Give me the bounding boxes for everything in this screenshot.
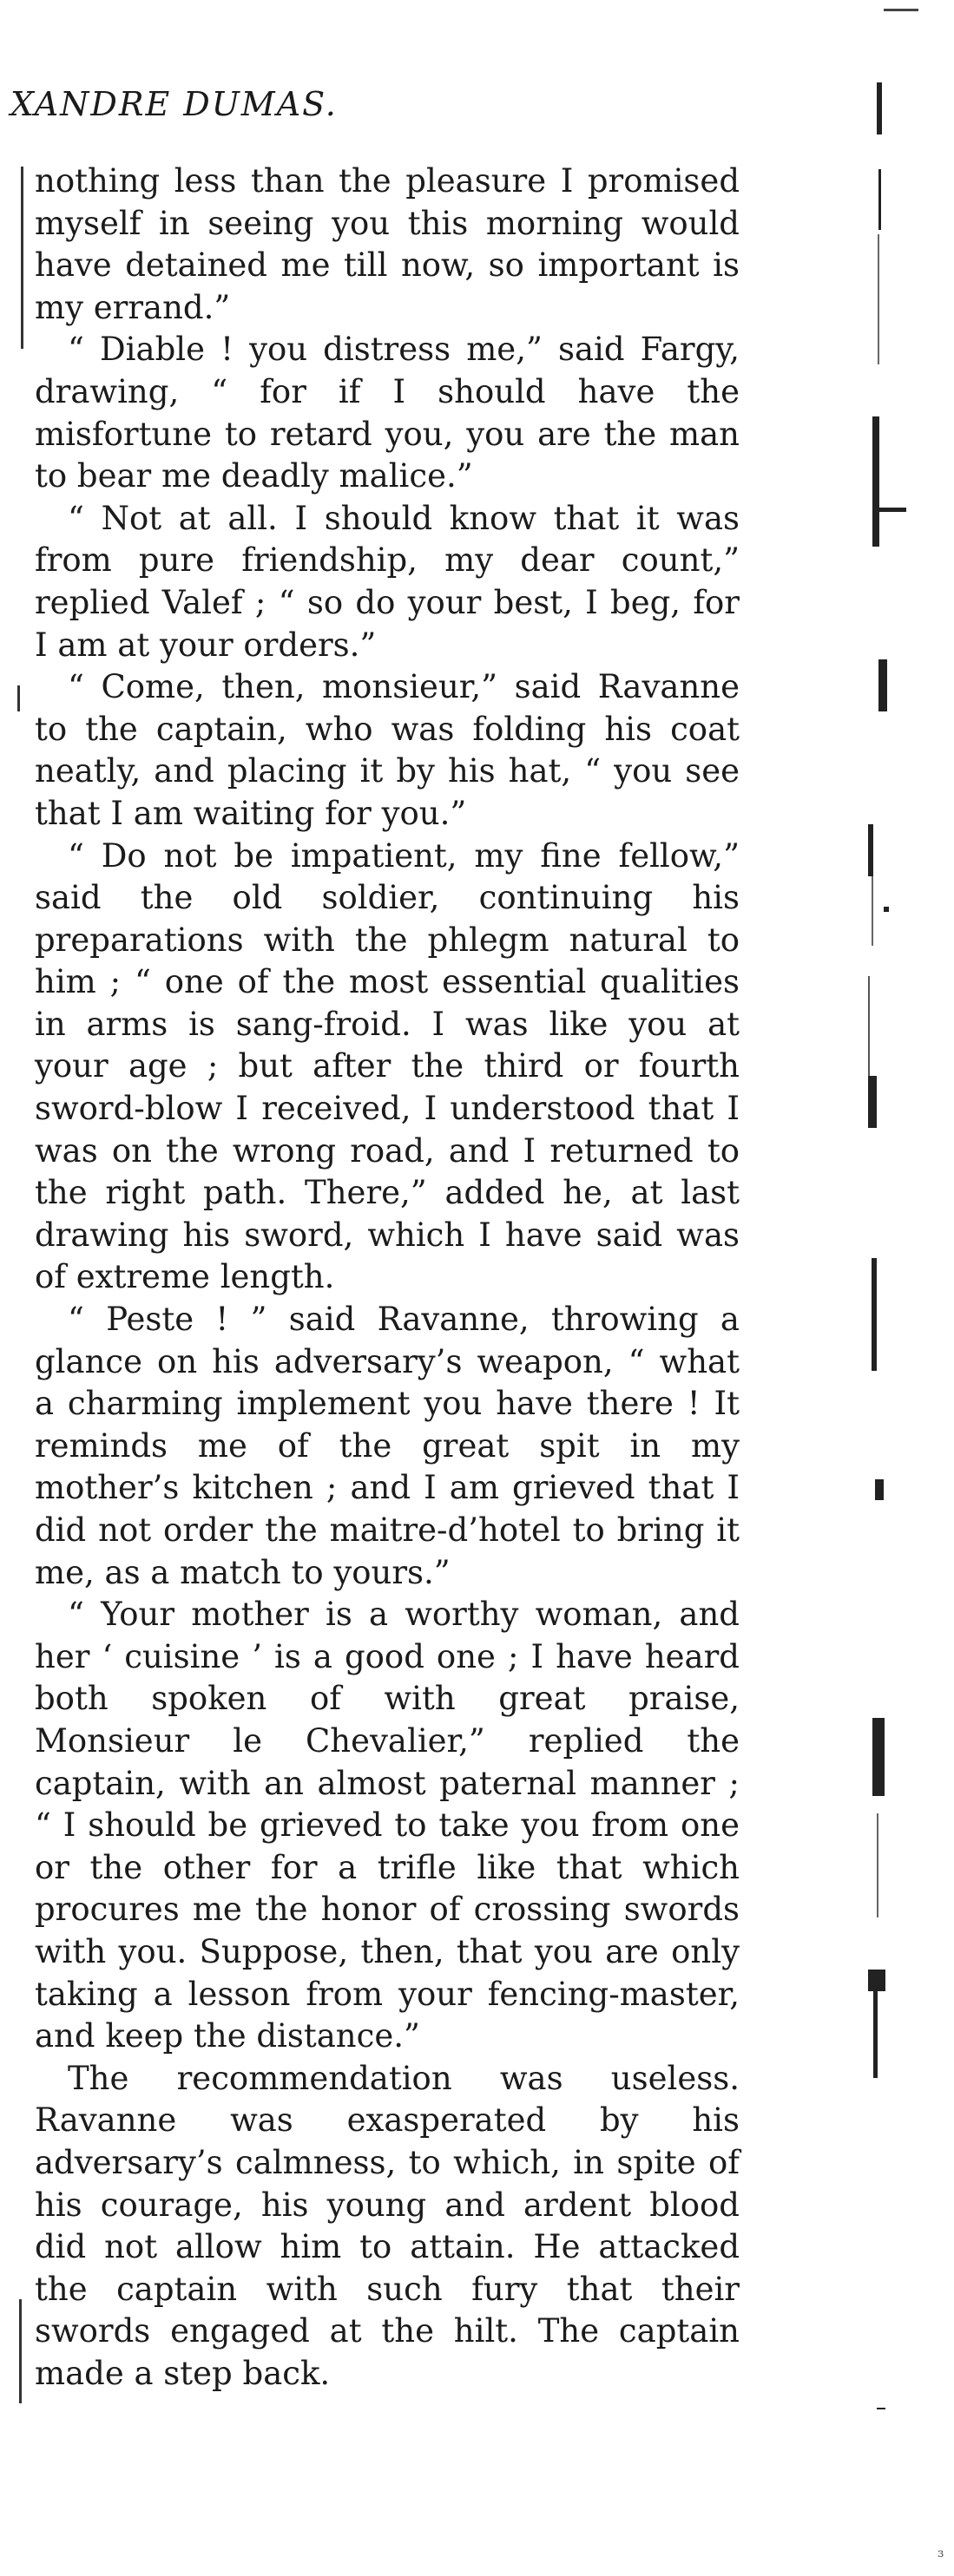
top-edge-mark (884, 9, 918, 11)
binding-mark (875, 1479, 884, 1500)
binding-mark (877, 82, 882, 134)
binding-mark (868, 1076, 877, 1128)
paragraph-1: nothing less than the pleasure I promised myself in seeing you this morning would have detained me till now, so important is my errand.” (35, 162, 740, 326)
binding-mark (877, 2408, 885, 2409)
paragraph-7: “ Your mother is a worthy woman, and her ‘ cuisine ’ is a good one ; I have heard both spoken of with great praise, Monsieur le Chevalier,” replied the captain, with an almost paternal manner ; “ I should be grieved to take you from one or the other for a trifle like that which procures me the honor of crossing swords with you. Suppose, then, that you are only taking a lesson from your fencing-master, and keep the distance.” (35, 1596, 740, 2055)
binding-mark (884, 907, 889, 912)
paragraph-4: “ Come, then, monsieur,” said Ravanne to the captain, who was folding his coat neatly, and placing it by his hat, “ you see that I am waiting for you.” (35, 668, 740, 832)
binding-mark (878, 659, 887, 711)
binding-mark (878, 234, 879, 364)
paragraph-6: “ Peste ! ” said Ravanne, throwing a glance on his adversary’s weapon, “ what a charming implement you have there ! It reminds me of the great spit in my mother’s kitchen ; and I am grieved that I did not order the maitre-d’hotel to bring it me, as a match to yours.” (35, 1301, 740, 1591)
running-head: XANDRE DUMAS. (10, 85, 338, 123)
binding-mark (868, 824, 873, 876)
binding-mark (872, 416, 879, 547)
binding-mark (868, 1970, 885, 1991)
paragraph-3: “ Not at all. I should know that it was from pure friendship, my dear count,” replied Valef ; “ so do your best, I beg, for I am at your orders.” (35, 499, 740, 664)
binding-mark (875, 508, 906, 512)
paragraph-2: “ Diable ! you distress me,” said Fargy, drawing, “ for if I should have the misfortune to retard you, you are the man to bear me deadly malice.” (35, 331, 740, 495)
left-margin-rule-top (21, 167, 23, 349)
binding-mark (872, 876, 873, 946)
text-column (35, 161, 740, 2395)
binding-mark (877, 1813, 878, 1917)
binding-mark (872, 1718, 885, 1796)
paragraph-8: The recommendation was useless. Ravanne was exasperated by his adversary’s calmness, to which, in spite of his courage, his young and ardent blood did not allow him to attain. He attacked the captain with such fury that their swords engaged at the hilt. The captain made a step back. (35, 2059, 740, 2392)
binding-mark (873, 1991, 878, 2078)
left-margin-rule-bottom (19, 2299, 22, 2403)
left-margin-rule-mid (17, 685, 20, 711)
paragraph-5: “ Do not be impatient, my fine fellow,” said the old soldier, continuing his preparations with the phlegm natural to him ; “ one of the most essential qualities in arms is sang-froid. I was like you at your age ; but after the third or fourth sword-blow I received, I understood that I was on the wrong road, and I returned to the right path. There,” added he, at last drawing his sword, which I have said was of extreme length. (35, 836, 740, 1296)
corner-mark: ɜ (938, 2547, 944, 2560)
binding-mark (872, 1258, 877, 1371)
binding-mark (878, 169, 881, 230)
